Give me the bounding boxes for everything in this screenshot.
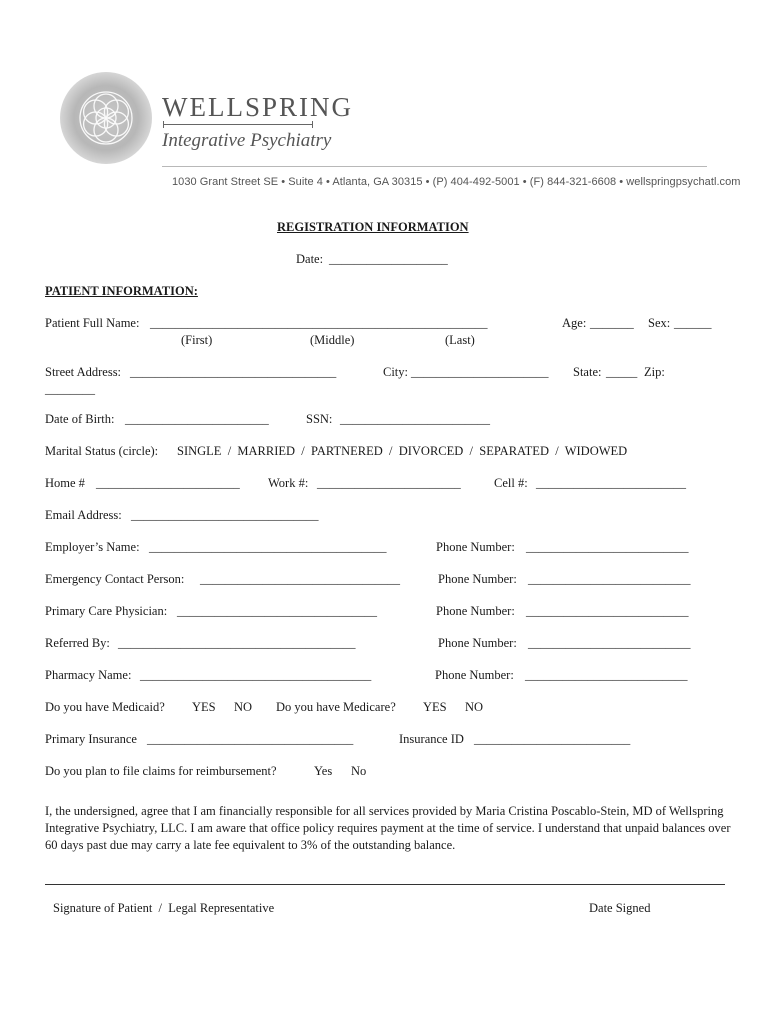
employer-field[interactable]: ______________________________________ bbox=[149, 540, 387, 554]
emergency-phone-field[interactable]: __________________________ bbox=[528, 572, 691, 586]
ssn-field[interactable]: ________________________ bbox=[340, 412, 490, 426]
patient-name-field[interactable]: ______________________________________________________ bbox=[150, 316, 488, 330]
home-phone-label: Home # bbox=[45, 476, 85, 490]
referred-phone-field[interactable]: __________________________ bbox=[528, 636, 691, 650]
pcp-phone-field[interactable]: __________________________ bbox=[526, 604, 689, 618]
age-label: Age: bbox=[562, 316, 587, 330]
primary-insurance-field[interactable]: _________________________________ bbox=[147, 732, 354, 746]
work-phone-label: Work #: bbox=[268, 476, 309, 490]
signature-line[interactable] bbox=[45, 884, 725, 885]
name-part-middle: (Middle) bbox=[310, 333, 355, 347]
city-label: City: bbox=[383, 365, 409, 379]
insurance-id-field[interactable]: _________________________ bbox=[474, 732, 631, 746]
state-label: State: bbox=[573, 365, 602, 379]
referred-by-field[interactable]: ______________________________________ bbox=[118, 636, 356, 650]
employer-label: Employer’s Name: bbox=[45, 540, 140, 554]
pharmacy-label: Pharmacy Name: bbox=[45, 668, 132, 682]
header-divider bbox=[162, 166, 707, 167]
name-part-first: (First) bbox=[181, 333, 213, 347]
sex-label: Sex: bbox=[648, 316, 671, 330]
medicaid-no-option[interactable]: NO bbox=[234, 700, 253, 714]
emergency-phone-label: Phone Number: bbox=[438, 572, 517, 586]
primary-insurance-label: Primary Insurance bbox=[45, 732, 137, 746]
pharmacy-field[interactable]: _____________________________________ bbox=[140, 668, 372, 682]
employer-phone-field[interactable]: __________________________ bbox=[526, 540, 689, 554]
home-phone-field[interactable]: _______________________ bbox=[96, 476, 240, 490]
date-field[interactable]: ___________________ bbox=[329, 252, 448, 266]
dob-label: Date of Birth: bbox=[45, 412, 115, 426]
insurance-id-label: Insurance ID bbox=[399, 732, 464, 746]
medicare-no-option[interactable]: NO bbox=[465, 700, 484, 714]
signature-label: Signature of Patient / Legal Representative bbox=[53, 901, 275, 915]
referred-by-label: Referred By: bbox=[45, 636, 110, 650]
pcp-label: Primary Care Physician: bbox=[45, 604, 168, 618]
claims-no-option[interactable]: No bbox=[351, 764, 367, 778]
wellspring-logo-icon bbox=[58, 70, 154, 166]
pharmacy-phone-field[interactable]: __________________________ bbox=[525, 668, 688, 682]
zip-field[interactable]: ________ bbox=[45, 382, 95, 396]
street-label: Street Address: bbox=[45, 365, 122, 379]
pharmacy-phone-label: Phone Number: bbox=[435, 668, 514, 682]
patient-info-heading: PATIENT INFORMATION: bbox=[45, 284, 198, 298]
pcp-field[interactable]: ________________________________ bbox=[177, 604, 377, 618]
age-field[interactable]: _______ bbox=[590, 316, 634, 330]
zip-label: Zip: bbox=[644, 365, 665, 379]
medicare-question: Do you have Medicare? bbox=[276, 700, 396, 714]
cell-phone-field[interactable]: ________________________ bbox=[536, 476, 686, 490]
form-title: REGISTRATION INFORMATION bbox=[277, 220, 469, 234]
emergency-contact-label: Emergency Contact Person: bbox=[45, 572, 185, 586]
state-field[interactable]: _____ bbox=[606, 365, 638, 379]
cell-phone-label: Cell #: bbox=[494, 476, 528, 490]
brand-subtitle: Integrative Psychiatry bbox=[162, 130, 332, 151]
street-field[interactable]: _________________________________ bbox=[130, 365, 337, 379]
dob-field[interactable]: _______________________ bbox=[125, 412, 269, 426]
claims-yes-option[interactable]: Yes bbox=[314, 764, 333, 778]
medicare-yes-option[interactable]: YES bbox=[423, 700, 447, 714]
referred-phone-label: Phone Number: bbox=[438, 636, 517, 650]
work-phone-field[interactable]: _______________________ bbox=[317, 476, 461, 490]
brand-divider bbox=[163, 124, 313, 125]
practice-address: 1030 Grant Street SE • Suite 4 • Atlanta, GA 30315 • (P) 404-492-5001 • (F) 844-321-6608 • wellspringpsychatl.com bbox=[172, 176, 741, 188]
date-signed-label: Date Signed bbox=[589, 901, 651, 915]
sex-field[interactable]: ______ bbox=[674, 316, 712, 330]
name-part-last: (Last) bbox=[445, 333, 475, 347]
emergency-contact-field[interactable]: ________________________________ bbox=[200, 572, 400, 586]
financial-agreement-text: I, the undersigned, agree that I am financially responsible for all services provided by Maria Cristina Poscablo-Stein, MD of Wellspring Integrative Psychiatry, LLC. I am aware that office policy requires payment at the time of service. I understand that unpaid balances over 60 days past due may carry a late fee equivalent to 3% of the outstanding balance. bbox=[45, 804, 731, 852]
patient-name-label: Patient Full Name: bbox=[45, 316, 140, 330]
employer-phone-label: Phone Number: bbox=[436, 540, 515, 554]
claims-question: Do you plan to file claims for reimbursement? bbox=[45, 764, 277, 778]
marital-status-label: Marital Status (circle): bbox=[45, 444, 159, 458]
date-label: Date: bbox=[296, 252, 324, 266]
medicaid-yes-option[interactable]: YES bbox=[192, 700, 216, 714]
email-field[interactable]: ______________________________ bbox=[131, 508, 319, 522]
ssn-label: SSN: bbox=[306, 412, 333, 426]
city-field[interactable]: ______________________ bbox=[411, 365, 549, 379]
medicaid-question: Do you have Medicaid? bbox=[45, 700, 165, 714]
brand-name: WELLSPRING bbox=[162, 92, 353, 122]
pcp-phone-label: Phone Number: bbox=[436, 604, 515, 618]
email-label: Email Address: bbox=[45, 508, 122, 522]
marital-status-options[interactable]: SINGLE / MARRIED / PARTNERED / DIVORCED / SEPARATED / WIDOWED bbox=[177, 444, 628, 458]
